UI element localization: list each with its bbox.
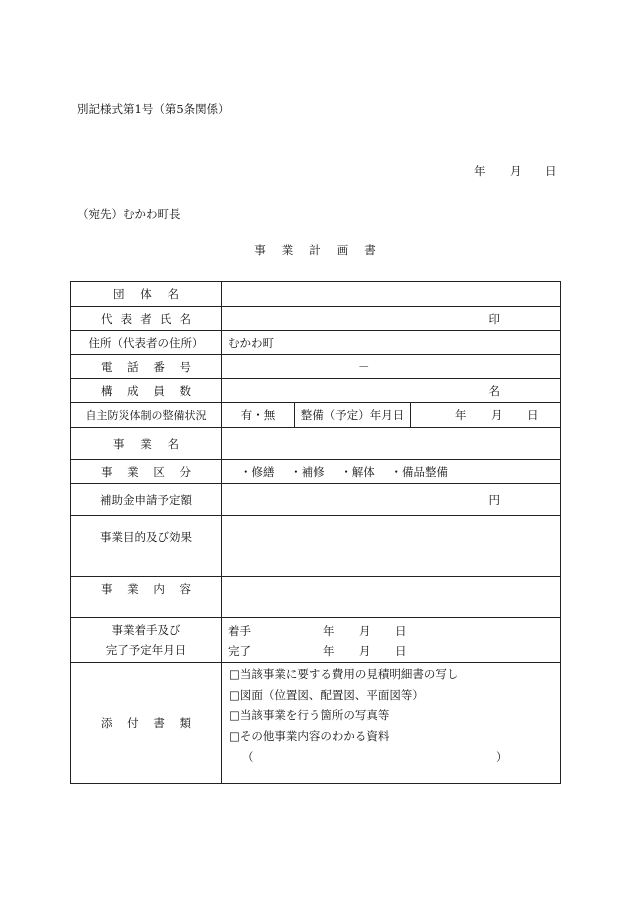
row-attachments [71, 663, 561, 784]
start-year: 年 [323, 624, 335, 638]
disaster-year: 年 [455, 408, 467, 422]
phone-label: 電 話 番 号 [71, 355, 222, 379]
schedule-label: 事業着手及び 完了予定年月日 [71, 618, 222, 663]
row-subsidy [71, 484, 561, 516]
end-month: 月 [359, 644, 371, 658]
members-label: 構 成 員 数 [71, 379, 222, 403]
row-address [71, 331, 561, 355]
attachment-checkbox-other[interactable]: □その他事業内容のわかる資料 [229, 728, 390, 743]
purpose-field[interactable] [222, 516, 561, 577]
attachments-field [222, 663, 561, 784]
subsidy-label: 補助金申請予定額 [71, 484, 222, 516]
row-purpose [71, 516, 561, 577]
attachment-checkbox-drawings[interactable]: □図面（位置図、配置図、平面図等） [229, 687, 424, 702]
project-name-label: 事 業 名 [71, 428, 222, 460]
phone-separator: － [358, 359, 370, 374]
purpose-label: 事業目的及び効果 [71, 516, 222, 577]
start-day: 日 [395, 624, 407, 638]
members-field[interactable] [222, 379, 561, 403]
disaster-system-label: 自主防災体制の整備状況 [71, 403, 222, 428]
members-unit: 名 [488, 383, 500, 398]
row-project-name [71, 428, 561, 460]
project-type-field [222, 460, 561, 484]
disaster-date-field[interactable] [410, 403, 560, 427]
option-demolish[interactable]: ・解体 [340, 464, 375, 479]
option-mend[interactable]: ・補修 [290, 464, 325, 479]
other-materials-field[interactable] [222, 746, 560, 766]
project-plan-form [70, 281, 561, 784]
end-date[interactable] [222, 640, 560, 660]
attachment-checkbox-photos[interactable]: □当該事業を行う箇所の写真等 [229, 708, 390, 722]
disaster-yes-no[interactable]: 有・無 [240, 408, 276, 422]
start-date[interactable] [222, 620, 560, 640]
seal-mark: 印 [488, 311, 500, 326]
date-day-label: 日 [545, 164, 557, 178]
row-representative [71, 307, 561, 331]
disaster-month: 月 [491, 408, 503, 422]
row-group-name [71, 282, 561, 307]
phone-field[interactable] [222, 355, 561, 379]
representative-field[interactable] [222, 307, 561, 331]
start-month: 月 [359, 624, 371, 638]
end-year: 年 [323, 644, 335, 658]
end-day: 日 [395, 644, 407, 658]
form-number: 別記様式第1号（第5条関係） [77, 102, 230, 116]
row-disaster-system [71, 403, 561, 428]
document-title: 事 業 計 画 書 [254, 243, 376, 257]
group-name-field[interactable] [222, 282, 561, 307]
representative-label: 代 表 者 氏 名 [71, 307, 222, 331]
content-field[interactable] [222, 577, 561, 618]
subsidy-field[interactable] [222, 484, 561, 516]
addressee: （宛先）むかわ町長 [77, 207, 181, 221]
attachment-checkbox-estimate[interactable]: □当該事業に要する費用の見積明細書の写し [229, 667, 459, 681]
paren-close: ） [496, 750, 508, 764]
option-equipment[interactable]: ・備品整備 [390, 464, 448, 479]
project-type-label: 事 業 区 分 [71, 460, 222, 484]
schedule-field [222, 618, 561, 663]
attachments-label: 添 付 書 類 [71, 663, 222, 784]
date-month-label: 月 [510, 164, 522, 178]
disaster-system-field [222, 403, 561, 428]
row-content [71, 577, 561, 618]
address-field[interactable] [222, 331, 561, 355]
start-label: 着手 [228, 624, 251, 638]
row-members [71, 379, 561, 403]
disaster-date-label: 整備（予定）年月日 [294, 403, 410, 427]
address-label: 住所（代表者の住所） [71, 331, 222, 355]
end-label: 完了 [228, 644, 251, 658]
row-project-type [71, 460, 561, 484]
project-name-field[interactable] [222, 428, 561, 460]
date-year-label: 年 [474, 164, 486, 178]
content-label: 事 業 内 容 [71, 577, 222, 618]
disaster-day: 日 [527, 408, 539, 422]
group-name-label: 団 体 名 [71, 282, 222, 307]
row-schedule [71, 618, 561, 663]
paren-open: （ [242, 750, 254, 764]
subsidy-unit: 円 [488, 492, 500, 507]
address-value: むかわ町 [228, 335, 274, 350]
row-phone [71, 355, 561, 379]
option-repair[interactable]: ・修繕 [240, 464, 275, 479]
